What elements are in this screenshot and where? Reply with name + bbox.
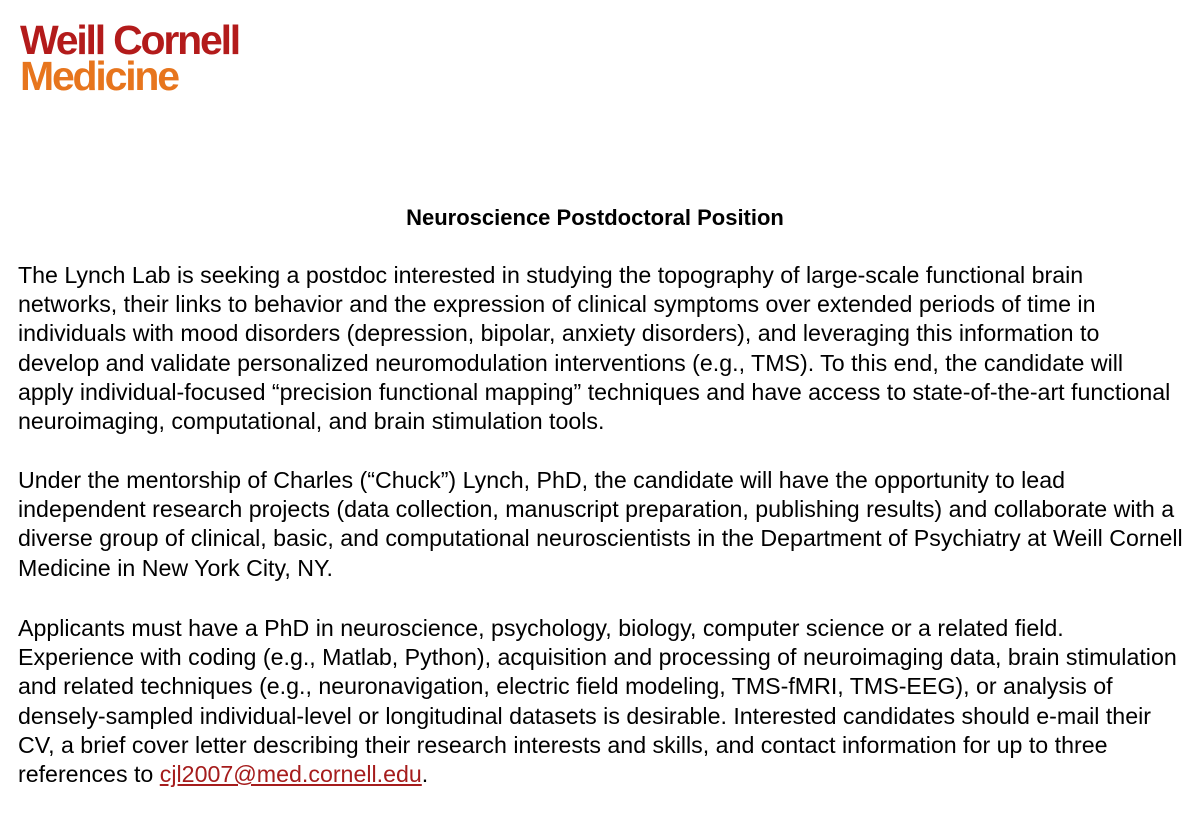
paragraph-lab-description: The Lynch Lab is seeking a postdoc interested in studying the topography of large-scale functional brain networks, their links to behavior and the expression of clinical symptoms over extended periods of time in individuals with mood disorders (depression, bipolar, anxiety disorders), and leveraging this information to develop and validate personalized neuromodulation interventions (e.g., TMS). To this end, the candidate will apply individual-focused “precision functional mapping” techniques and have access to state-of-the-art functional neuroimaging, computational, and brain stimulation tools.	[18, 262, 1171, 435]
paragraph-requirements	[18, 614, 1183, 789]
logo-line-weill-cornell: Weill Cornell	[20, 17, 239, 63]
sentence-end-period: .	[421, 761, 429, 788]
document-title: Neuroscience Postdoctoral Position	[406, 205, 784, 230]
email-link[interactable]: cjl2007@med.cornell.edu	[159, 761, 422, 788]
logo-line-medicine: Medicine	[20, 53, 178, 99]
requirements-text: Applicants must have a PhD in neuroscience, psychology, biology, computer science or a related field. Experience with coding (e.g., Matlab, Python), acquisition and processing of neuroimaging data, brain stimulation and related techniques (e.g., neuronavigation, electric field modeling, TMS-fMRI, TMS-EEG), or analysis of densely-sampled individual-level or longitudinal datasets is desirable. Interested candidates should e-mail their CV, a brief cover letter describing their research interests and skills, and contact information for up to three references to	[18, 615, 1177, 788]
paragraph-mentorship: Under the mentorship of Charles (“Chuck”) Lynch, PhD, the candidate will have the opportunity to lead independent research projects (data collection, manuscript preparation, publishing results) and collaborate with a diverse group of clinical, basic, and computational neuroscientists in the Department of Psychiatry at Weill Cornell Medicine in New York City, NY.	[18, 467, 1183, 581]
weill-cornell-medicine-logo	[20, 17, 239, 99]
